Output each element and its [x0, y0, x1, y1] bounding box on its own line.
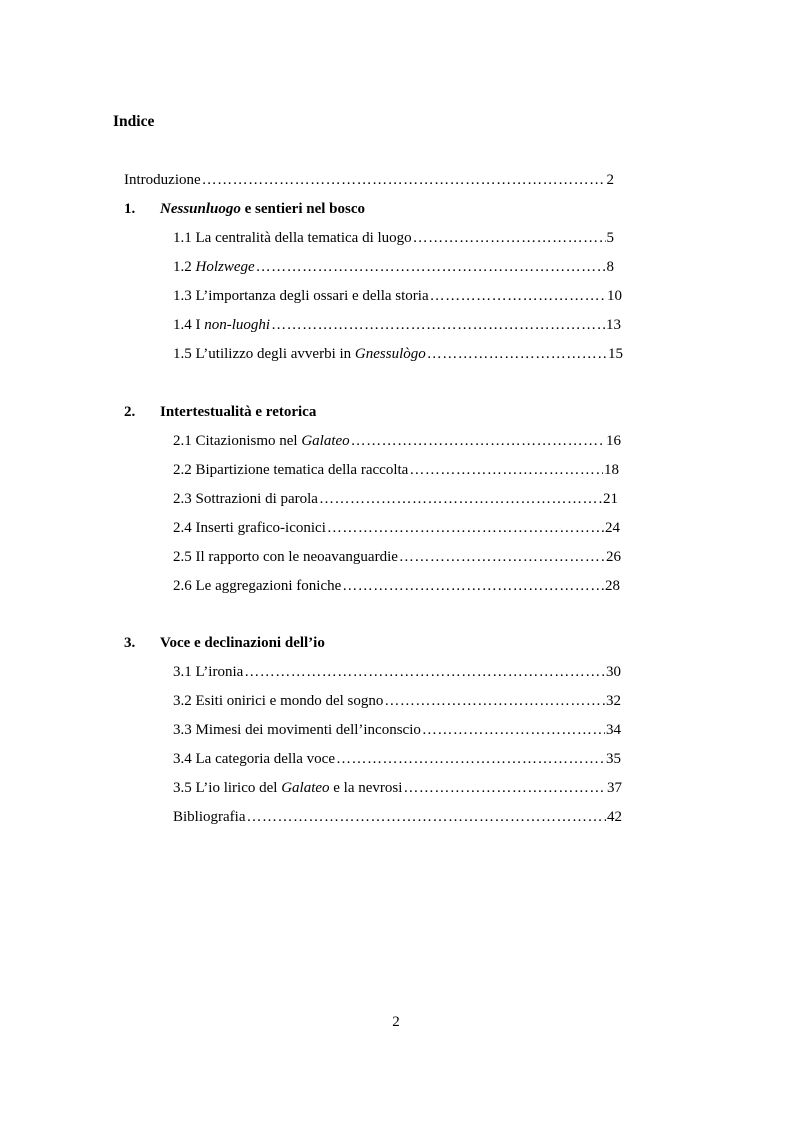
toc-entry-2-4 [173, 518, 620, 538]
dot-leader [427, 344, 607, 364]
chapter-heading-3 [124, 633, 325, 653]
toc-entry-title: 2.4 Inserti grafico-iconici [173, 520, 326, 536]
toc-entry-3-3 [173, 720, 621, 740]
toc-entry-title: 3.1 L’ironia [173, 664, 244, 680]
toc-entry-page: 42 [607, 809, 622, 825]
page-number: 2 [392, 1014, 400, 1030]
toc-entry-title: 3.4 La categoria della voce [173, 751, 335, 767]
toc-entry-title: 3.5 L’io lirico del Galateo e la nevrosi [173, 780, 403, 796]
toc-entry-title: 1.2 Holzwege [173, 259, 255, 275]
toc-entry-title: Bibliografia [173, 809, 246, 825]
toc-entry-2-1 [173, 431, 621, 451]
toc-entry-1-4 [173, 315, 621, 335]
toc-entry-title: 2.1 Citazionismo nel Galateo [173, 433, 350, 449]
toc-entry-page: 18 [604, 462, 619, 478]
dot-leader [336, 749, 605, 769]
dot-leader [430, 286, 606, 306]
dot-leader [409, 460, 603, 480]
dot-leader [403, 778, 606, 798]
toc-entry-page: 30 [606, 664, 621, 680]
dot-leader [399, 547, 605, 567]
toc-heading: Indice [113, 113, 155, 130]
toc-entry-2-3 [173, 489, 618, 509]
dot-leader [246, 807, 606, 827]
dot-leader [256, 257, 606, 277]
toc-entry-page: 15 [608, 346, 623, 362]
toc-entry-1-5 [173, 344, 623, 364]
toc-entry-title: 2.3 Sottrazioni di parola [173, 491, 318, 507]
dot-leader [327, 518, 604, 538]
toc-entry-page: 8 [606, 259, 614, 275]
toc-entry-page: 35 [606, 751, 621, 767]
dot-leader [202, 170, 606, 190]
toc-entry-page: 26 [606, 549, 621, 565]
toc-entry-title: 1.4 I non-luoghi [173, 317, 271, 333]
toc-entry-page: 13 [606, 317, 621, 333]
toc-entry-introduction [124, 170, 614, 190]
toc-entry-title: 3.2 Esiti onirici e mondo del sogno [173, 693, 384, 709]
toc-entry-1-3 [173, 286, 622, 306]
toc-entry-page: 21 [603, 491, 618, 507]
dot-leader [319, 489, 602, 509]
chapter-heading-1 [124, 199, 365, 219]
dot-leader [413, 228, 606, 248]
dot-leader [342, 576, 604, 596]
toc-entry-page: 32 [606, 693, 621, 709]
chapter-number: 2. [124, 404, 136, 420]
toc-entry-page: 24 [605, 520, 620, 536]
toc-entry-title: 1.3 L’importanza degli ossari e della storia [173, 288, 429, 304]
toc-entry-title: 3.3 Mimesi dei movimenti dell’inconscio [173, 722, 421, 738]
toc-entry-3-4 [173, 749, 621, 769]
toc-entry-1-1 [173, 228, 614, 248]
toc-entry-page: 34 [606, 722, 621, 738]
dot-leader [244, 662, 605, 682]
toc-entry-title: 1.1 La centralità della tematica di luogo [173, 230, 412, 246]
toc-entry-2-6 [173, 576, 620, 596]
dot-leader [384, 691, 605, 711]
toc-entry-3-5 [173, 778, 622, 798]
toc-entry-title: 2.2 Bipartizione tematica della raccolta [173, 462, 409, 478]
toc-entry-2-5 [173, 547, 621, 567]
toc-entry-page: 5 [606, 230, 614, 246]
dot-leader [271, 315, 605, 335]
toc-entry-page: 16 [606, 433, 621, 449]
toc-entry-page: 37 [607, 780, 622, 796]
toc-entry-1-2 [173, 257, 614, 277]
toc-entry-3-2 [173, 691, 621, 711]
chapter-title: Nessunluogo e sentieri nel bosco [160, 201, 366, 217]
chapter-number: 3. [124, 635, 136, 651]
toc-entry-3-1 [173, 662, 621, 682]
toc-entry-page: 2 [606, 172, 614, 188]
toc-entry-page: 10 [607, 288, 622, 304]
dot-leader [351, 431, 605, 451]
toc-entry-bibliography [173, 807, 622, 827]
toc-entry-page: 28 [605, 578, 620, 594]
chapter-title: Intertestualità e retorica [160, 404, 317, 420]
toc-entry-title: 2.5 Il rapporto con le neoavanguardie [173, 549, 398, 565]
toc-entry-title: 1.5 L’utilizzo degli avverbi in Gnessulògo [173, 346, 426, 362]
toc-entry-2-2 [173, 460, 619, 480]
chapter-number: 1. [124, 201, 136, 217]
toc-entry-title: 2.6 Le aggregazioni foniche [173, 578, 342, 594]
toc-entry-title: Introduzione [124, 172, 201, 188]
chapter-title: Voce e declinazioni dell’io [160, 635, 325, 651]
chapter-heading-2 [124, 402, 316, 422]
dot-leader [422, 720, 605, 740]
